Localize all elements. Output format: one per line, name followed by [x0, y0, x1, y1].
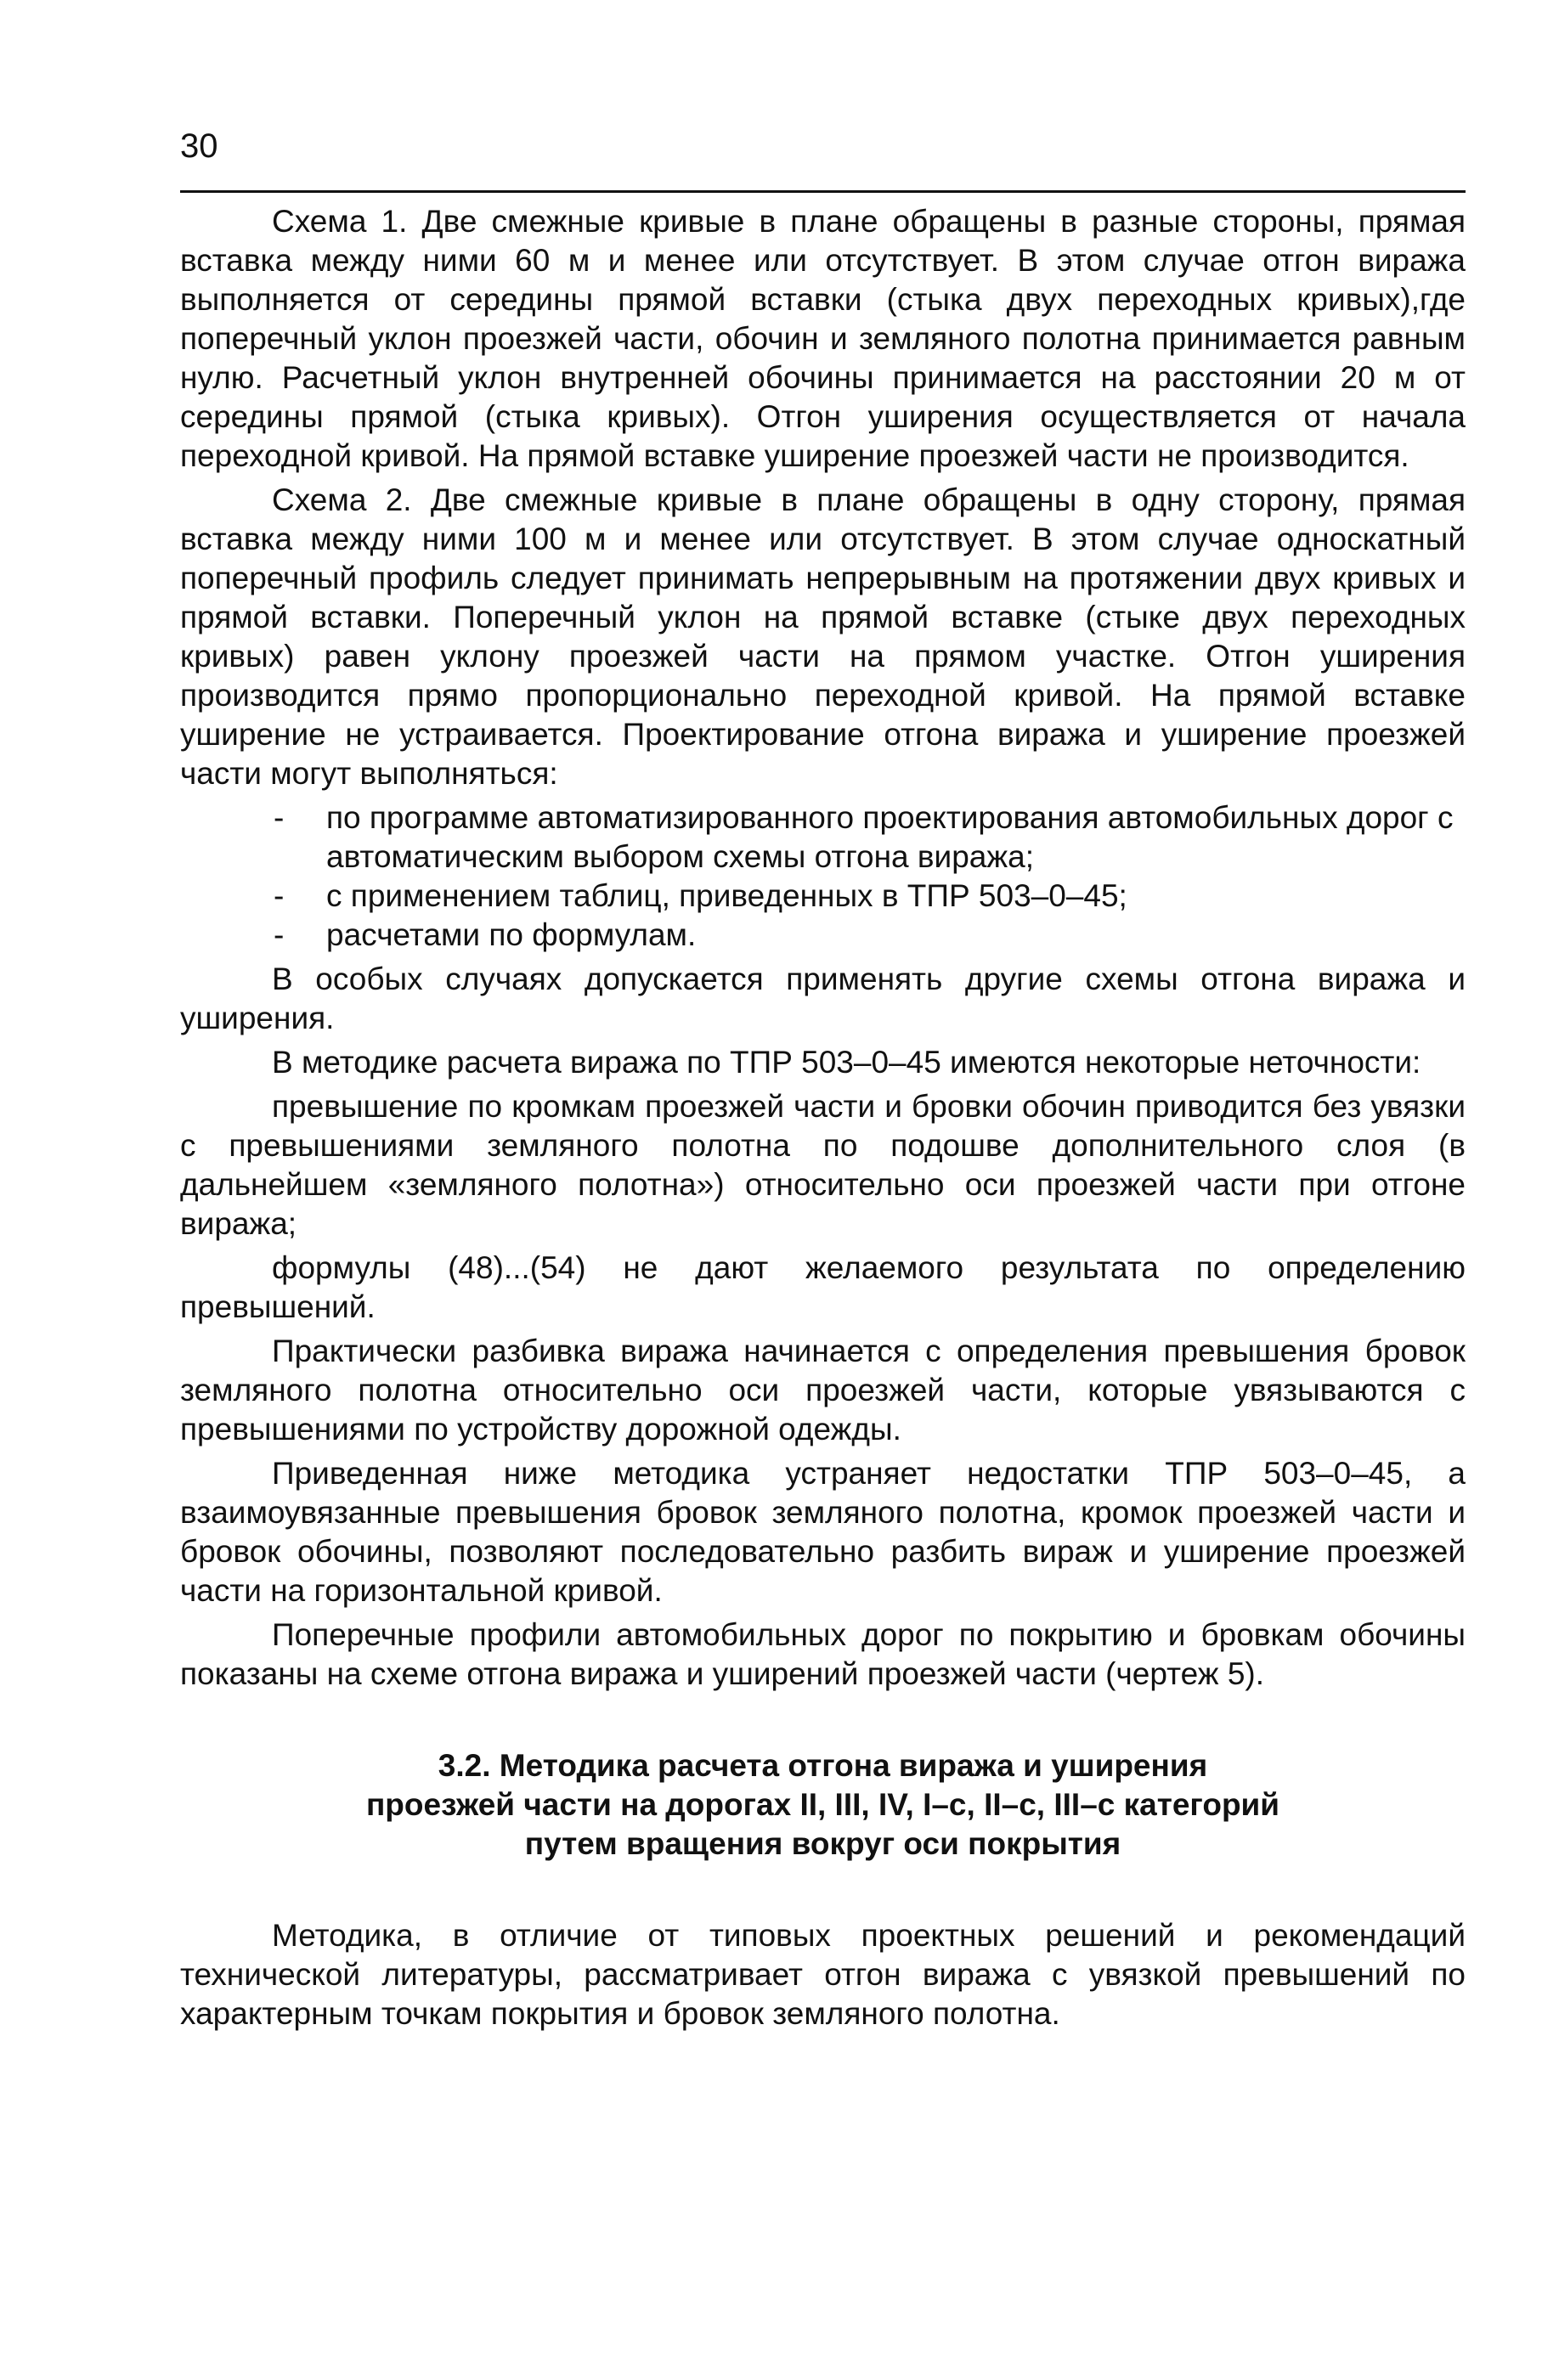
- list-item: [180, 798, 1466, 877]
- paragraph-special-cases: В особых случаях допускается применять другие схемы отгона виража и уширения.: [180, 962, 1466, 1035]
- paragraph-practice: Практически разбивка виража начинается с определения превышения бровок земляного полотна относительно оси проезжей части, которые увязываются с превышениями по устройству дорожной одежды.: [180, 1334, 1466, 1447]
- list-dash: -: [274, 800, 285, 835]
- paragraph-inaccuracies: В методике расчета виража по ТПР 503–0–45 имеются некоторые неточности:: [272, 1045, 1421, 1080]
- paragraph-scheme-1: [180, 202, 1466, 476]
- list-item-text: расчетами по формулам.: [326, 917, 697, 952]
- section-heading-line-3: путем вращения вокруг оси покрытия: [524, 1826, 1121, 1861]
- header-rule: [180, 190, 1466, 193]
- paragraph-scheme-2: [180, 481, 1466, 793]
- section-heading: [180, 1746, 1466, 1864]
- scheme-2-label: Схема 2: [272, 482, 404, 517]
- paragraph-formulas-issue: формулы (48)...(54) не дают желаемого результата по определению превышений.: [180, 1250, 1466, 1324]
- list-item: [180, 916, 1466, 955]
- section-heading-line-1: 3.2. Методика расчета отгона виража и уширения: [438, 1748, 1208, 1783]
- paragraph-methodology: Методика, в отличие от типовых проектных решений и рекомендаций технической литературы, рассматривает отгон виража с увязкой превышений по характерным точкам покрытия и бровок земляного полотна.: [180, 1918, 1466, 2031]
- methods-list: [180, 798, 1466, 955]
- scheme-2-text: . Две смежные кривые в плане обращены в одну сторону, прямая вставка между ними 100 м и менее или отсутствует. В этом случае односкатный поперечный профиль следует принимать непрерывным на протяжении двух кривых и прямой вставки. Поперечный уклон на прямой вставке (стыке двух переходных кривых) равен уклону проезжей части на прямом участке. Отгон уширения производится прямо пропорционально переходной кривой. На прямой вставке уширение не устраивается. Проектирование отгона виража и уширение проезжей части могут выполняться:: [180, 482, 1466, 791]
- list-item-text: с применением таблиц, приведенных в ТПР 503–0–45;: [326, 878, 1127, 913]
- list-dash: -: [274, 917, 285, 952]
- paragraph-cross-profiles: Поперечные профили автомобильных дорог по покрытию и бровкам обочины показаны на схеме отгона виража и уширений проезжей части (чертеж 5).: [180, 1617, 1466, 1691]
- paragraph-method-fix: Приведенная ниже методика устраняет недостатки ТПР 503–0–45, а взаимоувязанные превышения бровок земляного полотна, кромок проезжей части и бровок обочины, позволяют последовательно разбить вираж и уширение проезжей части на горизонтальной кривой.: [180, 1456, 1466, 1608]
- page-number: 30: [180, 127, 218, 165]
- list-item-text: по программе автоматизированного проектирования автомобильных дорог с автоматическим выбором схемы отгона виража;: [326, 800, 1454, 874]
- page-content: [180, 202, 1466, 2039]
- list-dash: -: [274, 878, 285, 913]
- paragraph-elevation-issue: превышение по кромкам проезжей части и бровки обочин приводится без увязки с превышениями земляного полотна по подошве дополнительного слоя (в дальнейшем «земляного полотна») относительно оси проезжей части при отгоне виража;: [180, 1089, 1466, 1241]
- scheme-1-text: . Две смежные кривые в плане обращены в разные стороны, прямая вставка между ними 60 м и менее или отсутствует. В этом случае отгон виража выполняется от середины прямой вставки (стыка двух переходных кривых),где поперечный уклон проезжей части, обочин и земляного полотна принимается равным нулю. Расчетный уклон внутренней обочины принимается на расстоянии 20 м от середины прямой (стыка кривых). Отгон уширения осуществляется от начала переходной кривой. На прямой вставке уширение проезжей части не производится.: [180, 204, 1466, 473]
- scheme-1-label: Схема 1: [272, 204, 399, 239]
- list-item: [180, 877, 1466, 916]
- section-heading-line-2: проезжей части на дорогах II, III, IV, I–с, II–с, III–с категорий: [365, 1787, 1280, 1822]
